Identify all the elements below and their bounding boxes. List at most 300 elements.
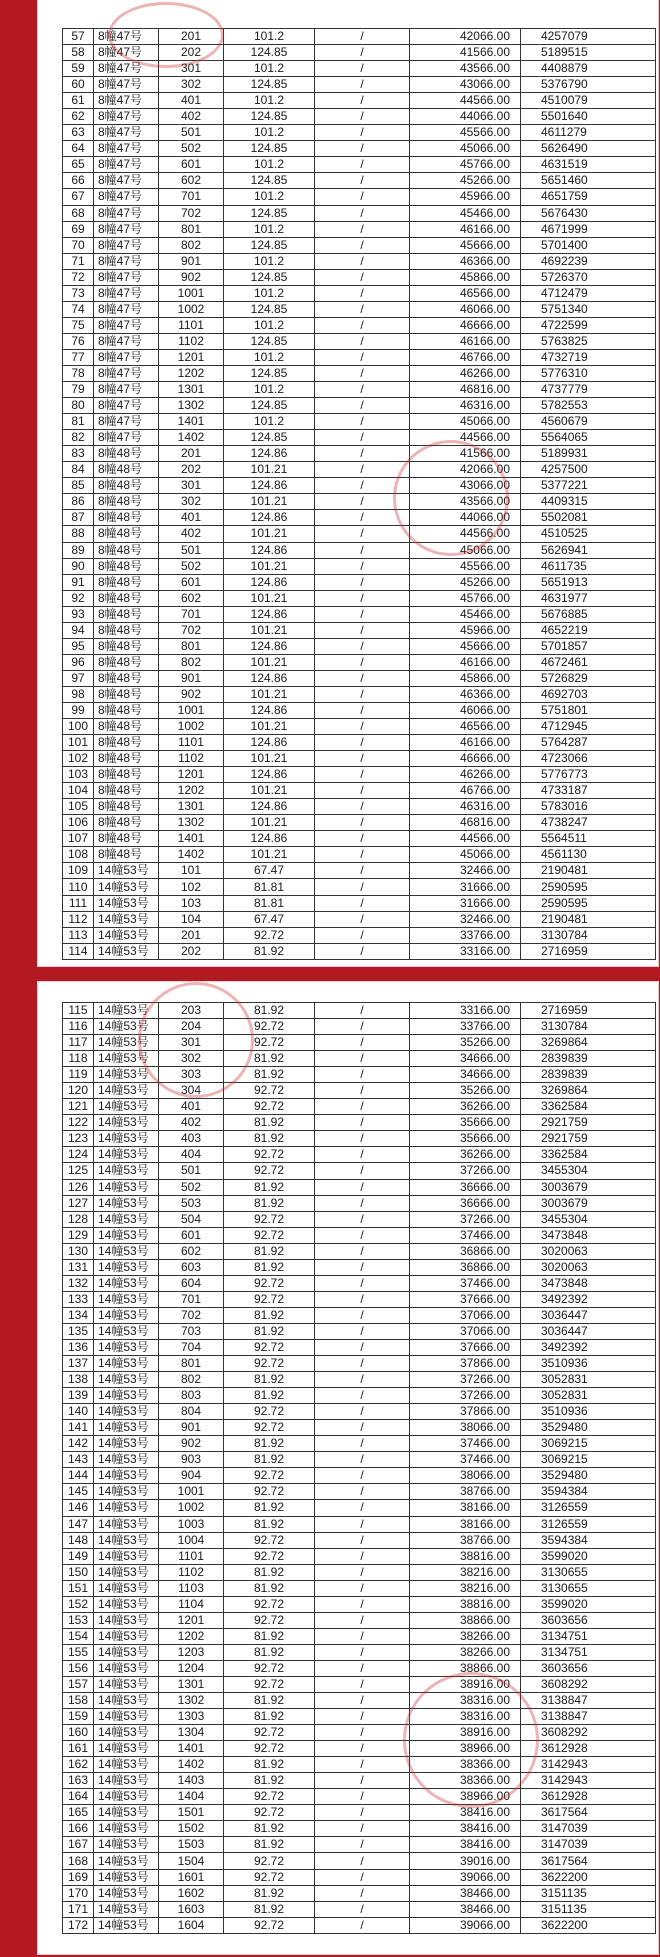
table-row xyxy=(63,542,656,558)
room-number: 902 xyxy=(159,1436,224,1452)
row-number: 57 xyxy=(63,29,94,45)
row-number: 125 xyxy=(63,1163,94,1179)
unit-price: 38416.00 xyxy=(410,1821,521,1837)
table-row xyxy=(63,719,656,735)
total-price: 5189515 xyxy=(521,45,656,61)
separator-slash: / xyxy=(315,895,410,911)
row-number: 79 xyxy=(63,382,94,398)
building-number: 14幢53号 xyxy=(94,1484,159,1500)
separator-slash: / xyxy=(315,1388,410,1404)
row-number: 114 xyxy=(63,943,94,959)
room-number: 202 xyxy=(159,462,224,478)
area-value: 67.47 xyxy=(224,911,315,927)
building-number: 14幢53号 xyxy=(94,1869,159,1885)
unit-price: 46316.00 xyxy=(410,799,521,815)
total-price: 3151135 xyxy=(521,1885,656,1901)
building-number: 14幢53号 xyxy=(94,1805,159,1821)
table-row xyxy=(63,1099,656,1115)
total-price: 3473848 xyxy=(521,1227,656,1243)
area-value: 101.2 xyxy=(224,61,315,77)
row-number: 89 xyxy=(63,542,94,558)
table-row xyxy=(63,831,656,847)
separator-slash: / xyxy=(315,494,410,510)
area-value: 92.72 xyxy=(224,1035,315,1051)
room-number: 502 xyxy=(159,1179,224,1195)
room-number: 901 xyxy=(159,1420,224,1436)
unit-price: 37466.00 xyxy=(410,1275,521,1291)
separator-slash: / xyxy=(315,1404,410,1420)
row-number: 167 xyxy=(63,1837,94,1853)
area-value: 92.72 xyxy=(224,1548,315,1564)
row-number: 67 xyxy=(63,189,94,205)
table-row xyxy=(63,1644,656,1660)
row-number: 117 xyxy=(63,1035,94,1051)
building-number: 8幢47号 xyxy=(94,221,159,237)
unit-price: 38416.00 xyxy=(410,1805,521,1821)
room-number: 1602 xyxy=(159,1885,224,1901)
separator-slash: / xyxy=(315,173,410,189)
total-price: 3594384 xyxy=(521,1532,656,1548)
room-number: 1103 xyxy=(159,1580,224,1596)
table-row xyxy=(63,1484,656,1500)
total-price: 2590595 xyxy=(521,895,656,911)
room-number: 301 xyxy=(159,1035,224,1051)
separator-slash: / xyxy=(315,1885,410,1901)
unit-price: 33766.00 xyxy=(410,1019,521,1035)
unit-price: 36666.00 xyxy=(410,1195,521,1211)
table-row xyxy=(63,510,656,526)
total-price: 4561130 xyxy=(521,847,656,863)
total-price: 5651460 xyxy=(521,173,656,189)
area-value: 101.21 xyxy=(224,815,315,831)
total-price: 4408879 xyxy=(521,61,656,77)
row-number: 95 xyxy=(63,638,94,654)
area-value: 81.92 xyxy=(224,1580,315,1596)
area-value: 124.85 xyxy=(224,109,315,125)
area-value: 124.85 xyxy=(224,301,315,317)
room-number: 801 xyxy=(159,638,224,654)
unit-price: 39066.00 xyxy=(410,1869,521,1885)
total-price: 3617564 xyxy=(521,1805,656,1821)
room-number: 1102 xyxy=(159,333,224,349)
separator-slash: / xyxy=(315,1693,410,1709)
row-number: 74 xyxy=(63,301,94,317)
building-number: 14幢53号 xyxy=(94,1773,159,1789)
area-value: 92.72 xyxy=(224,1019,315,1035)
row-number: 59 xyxy=(63,61,94,77)
building-number: 14幢53号 xyxy=(94,1051,159,1067)
separator-slash: / xyxy=(315,1516,410,1532)
building-number: 14幢53号 xyxy=(94,1917,159,1933)
table-row xyxy=(63,1869,656,1885)
separator-slash: / xyxy=(315,1067,410,1083)
separator-slash: / xyxy=(315,414,410,430)
table-row xyxy=(63,1773,656,1789)
separator-slash: / xyxy=(315,526,410,542)
total-price: 5189931 xyxy=(521,446,656,462)
area-value: 101.2 xyxy=(224,414,315,430)
building-number: 8幢48号 xyxy=(94,446,159,462)
row-number: 72 xyxy=(63,269,94,285)
unit-price: 38266.00 xyxy=(410,1644,521,1660)
row-number: 102 xyxy=(63,751,94,767)
row-number: 164 xyxy=(63,1789,94,1805)
building-number: 8幢48号 xyxy=(94,702,159,718)
room-number: 1604 xyxy=(159,1917,224,1933)
row-number: 122 xyxy=(63,1115,94,1131)
row-number: 61 xyxy=(63,93,94,109)
table-row xyxy=(63,847,656,863)
unit-price: 36666.00 xyxy=(410,1179,521,1195)
total-price: 4510525 xyxy=(521,526,656,542)
separator-slash: / xyxy=(315,879,410,895)
row-number: 147 xyxy=(63,1516,94,1532)
room-number: 701 xyxy=(159,189,224,205)
unit-price: 46666.00 xyxy=(410,751,521,767)
row-number: 163 xyxy=(63,1773,94,1789)
total-price: 5626490 xyxy=(521,141,656,157)
building-number: 14幢53号 xyxy=(94,1676,159,1692)
table-row xyxy=(63,109,656,125)
separator-slash: / xyxy=(315,1035,410,1051)
table-row xyxy=(63,285,656,301)
area-value: 81.92 xyxy=(224,1051,315,1067)
total-price: 3617564 xyxy=(521,1853,656,1869)
table-row xyxy=(63,1035,656,1051)
room-number: 302 xyxy=(159,77,224,93)
building-number: 14幢53号 xyxy=(94,1275,159,1291)
separator-slash: / xyxy=(315,767,410,783)
area-value: 101.21 xyxy=(224,590,315,606)
unit-price: 37866.00 xyxy=(410,1404,521,1420)
building-number: 8幢47号 xyxy=(94,77,159,93)
unit-price: 33166.00 xyxy=(410,943,521,959)
room-number: 1503 xyxy=(159,1837,224,1853)
room-number: 701 xyxy=(159,606,224,622)
row-number: 68 xyxy=(63,205,94,221)
row-number: 170 xyxy=(63,1885,94,1901)
building-number: 8幢47号 xyxy=(94,414,159,430)
area-value: 92.72 xyxy=(224,1227,315,1243)
unit-price: 42066.00 xyxy=(410,29,521,45)
area-value: 124.86 xyxy=(224,670,315,686)
separator-slash: / xyxy=(315,349,410,365)
separator-slash: / xyxy=(315,590,410,606)
table-row xyxy=(63,1003,656,1019)
unit-price: 46066.00 xyxy=(410,301,521,317)
unit-price: 39066.00 xyxy=(410,1917,521,1933)
building-number: 14幢53号 xyxy=(94,1741,159,1757)
unit-price: 38366.00 xyxy=(410,1757,521,1773)
table-row xyxy=(63,1564,656,1580)
unit-price: 46166.00 xyxy=(410,654,521,670)
separator-slash: / xyxy=(315,831,410,847)
unit-price: 41566.00 xyxy=(410,446,521,462)
building-number: 8幢48号 xyxy=(94,654,159,670)
separator-slash: / xyxy=(315,382,410,398)
building-number: 14幢53号 xyxy=(94,1259,159,1275)
table-row xyxy=(63,1083,656,1099)
unit-price: 45766.00 xyxy=(410,590,521,606)
room-number: 1401 xyxy=(159,1741,224,1757)
building-number: 14幢53号 xyxy=(94,1099,159,1115)
separator-slash: / xyxy=(315,1500,410,1516)
building-number: 8幢48号 xyxy=(94,735,159,751)
separator-slash: / xyxy=(315,317,410,333)
room-number: 303 xyxy=(159,1067,224,1083)
building-number: 8幢48号 xyxy=(94,719,159,735)
table-row xyxy=(63,1243,656,1259)
table-row xyxy=(63,1131,656,1147)
separator-slash: / xyxy=(315,847,410,863)
unit-price: 35266.00 xyxy=(410,1083,521,1099)
room-number: 104 xyxy=(159,911,224,927)
unit-price: 34666.00 xyxy=(410,1051,521,1067)
building-number: 8幢48号 xyxy=(94,462,159,478)
unit-price: 45566.00 xyxy=(410,558,521,574)
area-value: 81.92 xyxy=(224,1388,315,1404)
separator-slash: / xyxy=(315,1709,410,1725)
area-value: 81.92 xyxy=(224,1773,315,1789)
separator-slash: / xyxy=(315,638,410,654)
row-number: 153 xyxy=(63,1612,94,1628)
total-price: 3510936 xyxy=(521,1404,656,1420)
unit-price: 43066.00 xyxy=(410,478,521,494)
separator-slash: / xyxy=(315,61,410,77)
area-value: 92.72 xyxy=(224,1725,315,1741)
building-number: 14幢53号 xyxy=(94,1725,159,1741)
area-value: 124.86 xyxy=(224,799,315,815)
building-number: 14幢53号 xyxy=(94,1372,159,1388)
separator-slash: / xyxy=(315,751,410,767)
row-number: 85 xyxy=(63,478,94,494)
table-row xyxy=(63,1436,656,1452)
unit-price: 46266.00 xyxy=(410,365,521,381)
total-price: 4722599 xyxy=(521,317,656,333)
area-value: 81.92 xyxy=(224,1693,315,1709)
area-value: 92.72 xyxy=(224,1789,315,1805)
unit-price: 46566.00 xyxy=(410,719,521,735)
table-row xyxy=(63,333,656,349)
total-price: 5626941 xyxy=(521,542,656,558)
room-number: 702 xyxy=(159,622,224,638)
unit-price: 44566.00 xyxy=(410,430,521,446)
unit-price: 44066.00 xyxy=(410,510,521,526)
area-value: 81.92 xyxy=(224,1003,315,1019)
area-value: 101.2 xyxy=(224,93,315,109)
row-number: 130 xyxy=(63,1243,94,1259)
building-number: 8幢48号 xyxy=(94,767,159,783)
room-number: 402 xyxy=(159,526,224,542)
area-value: 81.92 xyxy=(224,1115,315,1131)
table-row xyxy=(63,590,656,606)
separator-slash: / xyxy=(315,1099,410,1115)
room-number: 201 xyxy=(159,446,224,462)
separator-slash: / xyxy=(315,1275,410,1291)
total-price: 4738247 xyxy=(521,815,656,831)
unit-price: 37866.00 xyxy=(410,1356,521,1372)
unit-price: 46366.00 xyxy=(410,686,521,702)
total-price: 4257079 xyxy=(521,29,656,45)
unit-price: 38216.00 xyxy=(410,1564,521,1580)
row-number: 144 xyxy=(63,1468,94,1484)
table-row xyxy=(63,1901,656,1917)
building-number: 14幢53号 xyxy=(94,1853,159,1869)
row-number: 165 xyxy=(63,1805,94,1821)
room-number: 1101 xyxy=(159,317,224,333)
row-number: 115 xyxy=(63,1003,94,1019)
room-number: 1304 xyxy=(159,1725,224,1741)
room-number: 602 xyxy=(159,173,224,189)
area-value: 124.86 xyxy=(224,478,315,494)
area-value: 92.72 xyxy=(224,927,315,943)
total-price: 4560679 xyxy=(521,414,656,430)
building-number: 14幢53号 xyxy=(94,1580,159,1596)
room-number: 304 xyxy=(159,1083,224,1099)
area-value: 101.21 xyxy=(224,847,315,863)
row-number: 97 xyxy=(63,670,94,686)
separator-slash: / xyxy=(315,221,410,237)
total-price: 3134751 xyxy=(521,1644,656,1660)
building-number: 8幢47号 xyxy=(94,141,159,157)
room-number: 801 xyxy=(159,221,224,237)
unit-price: 38066.00 xyxy=(410,1420,521,1436)
total-price: 3594384 xyxy=(521,1484,656,1500)
separator-slash: / xyxy=(315,719,410,735)
area-value: 101.2 xyxy=(224,157,315,173)
separator-slash: / xyxy=(315,1372,410,1388)
building-number: 14幢53号 xyxy=(94,1420,159,1436)
unit-price: 46566.00 xyxy=(410,285,521,301)
building-number: 8幢48号 xyxy=(94,670,159,686)
separator-slash: / xyxy=(315,1339,410,1355)
total-price: 3529480 xyxy=(521,1468,656,1484)
total-price: 3130655 xyxy=(521,1564,656,1580)
area-value: 124.86 xyxy=(224,446,315,462)
area-value: 124.86 xyxy=(224,574,315,590)
row-number: 75 xyxy=(63,317,94,333)
separator-slash: / xyxy=(315,654,410,670)
unit-price: 46766.00 xyxy=(410,783,521,799)
building-number: 14幢53号 xyxy=(94,879,159,895)
row-number: 96 xyxy=(63,654,94,670)
table-row xyxy=(63,799,656,815)
room-number: 1302 xyxy=(159,815,224,831)
table-row xyxy=(63,1163,656,1179)
building-number: 8幢47号 xyxy=(94,157,159,173)
row-number: 71 xyxy=(63,253,94,269)
unit-price: 34666.00 xyxy=(410,1067,521,1083)
separator-slash: / xyxy=(315,1805,410,1821)
separator-slash: / xyxy=(315,574,410,590)
building-number: 8幢47号 xyxy=(94,398,159,414)
separator-slash: / xyxy=(315,1420,410,1436)
separator-slash: / xyxy=(315,125,410,141)
separator-slash: / xyxy=(315,1676,410,1692)
unit-price: 38766.00 xyxy=(410,1484,521,1500)
separator-slash: / xyxy=(315,911,410,927)
separator-slash: / xyxy=(315,1147,410,1163)
unit-price: 46316.00 xyxy=(410,398,521,414)
area-value: 124.86 xyxy=(224,638,315,654)
table-row xyxy=(63,93,656,109)
area-value: 92.72 xyxy=(224,1211,315,1227)
row-number: 152 xyxy=(63,1596,94,1612)
unit-price: 44566.00 xyxy=(410,526,521,542)
room-number: 202 xyxy=(159,45,224,61)
room-number: 1102 xyxy=(159,751,224,767)
room-number: 1301 xyxy=(159,1676,224,1692)
table-row xyxy=(63,943,656,959)
table-row xyxy=(63,1516,656,1532)
building-number: 14幢53号 xyxy=(94,1885,159,1901)
room-number: 201 xyxy=(159,927,224,943)
table-row xyxy=(63,1596,656,1612)
area-value: 124.85 xyxy=(224,77,315,93)
unit-price: 35666.00 xyxy=(410,1131,521,1147)
area-value: 124.85 xyxy=(224,173,315,189)
unit-price: 38316.00 xyxy=(410,1709,521,1725)
total-price: 4671999 xyxy=(521,221,656,237)
area-value: 101.21 xyxy=(224,526,315,542)
building-number: 14幢53号 xyxy=(94,1115,159,1131)
separator-slash: / xyxy=(315,735,410,751)
building-number: 8幢47号 xyxy=(94,430,159,446)
table-row xyxy=(63,1532,656,1548)
table-row xyxy=(63,654,656,670)
separator-slash: / xyxy=(315,430,410,446)
total-price: 3036447 xyxy=(521,1323,656,1339)
table-row xyxy=(63,301,656,317)
total-price: 2921759 xyxy=(521,1115,656,1131)
separator-slash: / xyxy=(315,1548,410,1564)
area-value: 92.72 xyxy=(224,1163,315,1179)
row-number: 146 xyxy=(63,1500,94,1516)
table-row xyxy=(63,1372,656,1388)
table-row xyxy=(63,1452,656,1468)
unit-price: 46266.00 xyxy=(410,767,521,783)
unit-price: 45066.00 xyxy=(410,542,521,558)
row-number: 91 xyxy=(63,574,94,590)
room-number: 1402 xyxy=(159,847,224,863)
total-price: 3455304 xyxy=(521,1163,656,1179)
unit-price: 37266.00 xyxy=(410,1211,521,1227)
building-number: 14幢53号 xyxy=(94,1388,159,1404)
row-number: 80 xyxy=(63,398,94,414)
table-row xyxy=(63,1468,656,1484)
building-number: 14幢53号 xyxy=(94,1163,159,1179)
row-number: 134 xyxy=(63,1307,94,1323)
area-value: 81.92 xyxy=(224,1307,315,1323)
separator-slash: / xyxy=(315,1757,410,1773)
separator-slash: / xyxy=(315,542,410,558)
area-value: 92.72 xyxy=(224,1660,315,1676)
table-row xyxy=(63,1420,656,1436)
total-price: 4651759 xyxy=(521,189,656,205)
area-value: 81.92 xyxy=(224,1323,315,1339)
total-price: 3052831 xyxy=(521,1388,656,1404)
room-number: 1201 xyxy=(159,1612,224,1628)
table-row xyxy=(63,1709,656,1725)
separator-slash: / xyxy=(315,1051,410,1067)
separator-slash: / xyxy=(315,253,410,269)
table-row xyxy=(63,141,656,157)
building-number: 14幢53号 xyxy=(94,1339,159,1355)
price-sheet-page-2 xyxy=(38,982,658,1954)
row-number: 150 xyxy=(63,1564,94,1580)
room-number: 701 xyxy=(159,1291,224,1307)
table-row xyxy=(63,1259,656,1275)
